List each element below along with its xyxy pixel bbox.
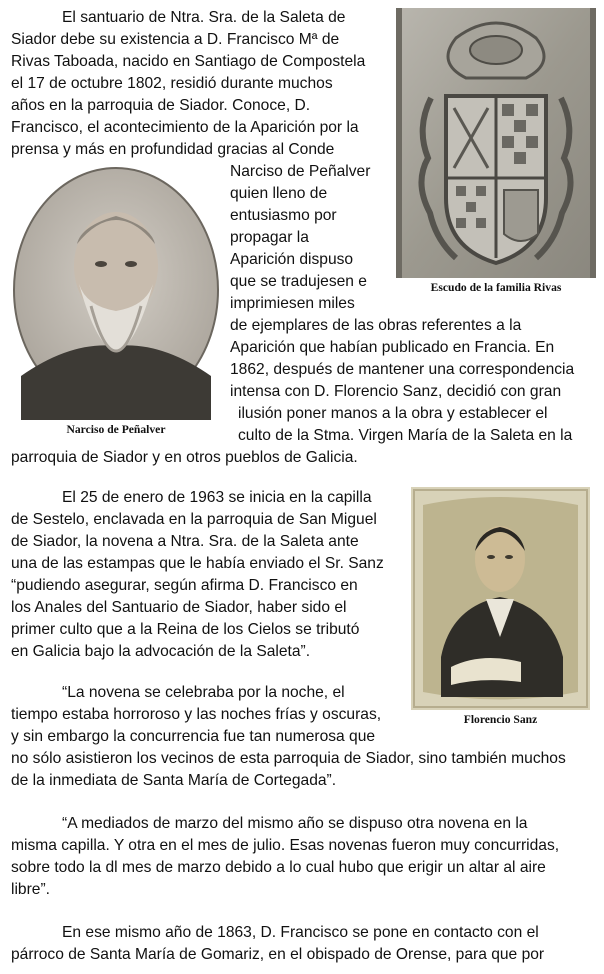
text-line: intensa con D. Florencio Sanz, decidió con gran xyxy=(230,383,562,400)
text-line: El santuario de Ntra. Sra. de la Saleta de xyxy=(62,9,346,26)
text-line: libre”. xyxy=(11,881,50,898)
text-line: En ese mismo año de 1863, D. Francisco se pone en contacto con el xyxy=(62,924,539,941)
figure-caption: Florencio Sanz xyxy=(463,713,538,726)
text-line: entusiasmo por xyxy=(230,207,337,224)
text-line: en Galicia bajo la advocación de la Saleta”. xyxy=(11,643,311,660)
text-line: Siador debe su existencia a D. Francisco Mª de xyxy=(11,31,340,48)
text-line: culto de la Stma. Virgen María de la Saleta en la xyxy=(238,427,573,444)
text-line: de Sestelo, enclavada en la parroquia de San Miguel xyxy=(11,511,377,528)
text-line: propagar la xyxy=(230,229,309,246)
text-line: Narciso de Peñalver xyxy=(230,163,371,180)
text-line: tiempo estaba horroroso y las noches frías y oscuras, xyxy=(11,706,382,723)
text-line: años en la parroquia de Siador. Conoce, D. xyxy=(11,97,311,114)
text-line: “La novena se celebraba por la noche, el xyxy=(62,684,345,701)
text-line: imprimiesen miles xyxy=(230,295,355,312)
text-line: de ejemplares de las obras referentes a la xyxy=(230,317,522,334)
text-line: “pudiendo asegurar, según afirma D. Francisco en xyxy=(11,577,358,594)
florencio-portrait-photo xyxy=(411,487,590,710)
figure-caption: Narciso de Peñalver xyxy=(66,423,166,436)
text-line: no sólo asistieron los vecinos de esta parroquia de Siador, sino también muchos xyxy=(11,750,566,767)
text-line: sobre todo la dl mes de marzo debido a lo cual hubo que erigir un altar al aire xyxy=(11,859,546,876)
text-line: párroco de Santa María de Gomariz, en el obispado de Orense, para que por xyxy=(11,946,545,963)
text-line: el 17 de octubre 1802, residió durante muchos xyxy=(11,75,333,92)
text-line: parroquia de Siador y en otros pueblos de Galicia. xyxy=(11,449,358,466)
text-line: Aparición que habían publicado en Francia. En xyxy=(230,339,555,356)
text-line: Aparición dispuso xyxy=(230,251,354,268)
text-line: los Anales del Santuario de Siador, haber sido el xyxy=(11,599,347,616)
text-line: y sin embargo la concurrencia fue tan numerosa que xyxy=(11,728,376,745)
text-line: una de las estampas que le había enviado el Sr. Sanz xyxy=(11,555,384,572)
text-line: prensa y más en profundidad gracias al Conde xyxy=(11,141,335,158)
text-line: El 25 de enero de 1963 se inicia en la capilla xyxy=(62,489,372,506)
text-line: primer culto que a la Reina de los Cielos se tributó xyxy=(11,621,360,638)
text-line: de la inmediata de Santa María de Cortegada”. xyxy=(11,772,337,789)
text-line: de Siador, la novena a Ntra. Sra. de la Saleta ante xyxy=(11,533,359,550)
text-line: misma capilla. Y otra en el mes de julio. Esas novenas fueron muy concurridas, xyxy=(11,837,560,854)
coat-of-arms-photo xyxy=(396,8,596,278)
text-line: 1862, después de mantener una correspondencia xyxy=(230,361,575,378)
text-line: Francisco, el acontecimiento de la Aparición por la xyxy=(11,119,359,136)
text-line: Rivas Taboada, nacido en Santiago de Compostela xyxy=(11,53,366,70)
text-line: quien lleno de xyxy=(230,185,328,202)
text-line: “A mediados de marzo del mismo año se dispuso otra novena en la xyxy=(62,815,528,832)
text-line: ilusión poner manos a la obra y establecer el xyxy=(238,405,548,422)
narciso-portrait-photo xyxy=(11,166,221,420)
figure-caption: Escudo de la familia Rivas xyxy=(430,281,562,294)
text-line: que se tradujesen e xyxy=(230,273,367,290)
